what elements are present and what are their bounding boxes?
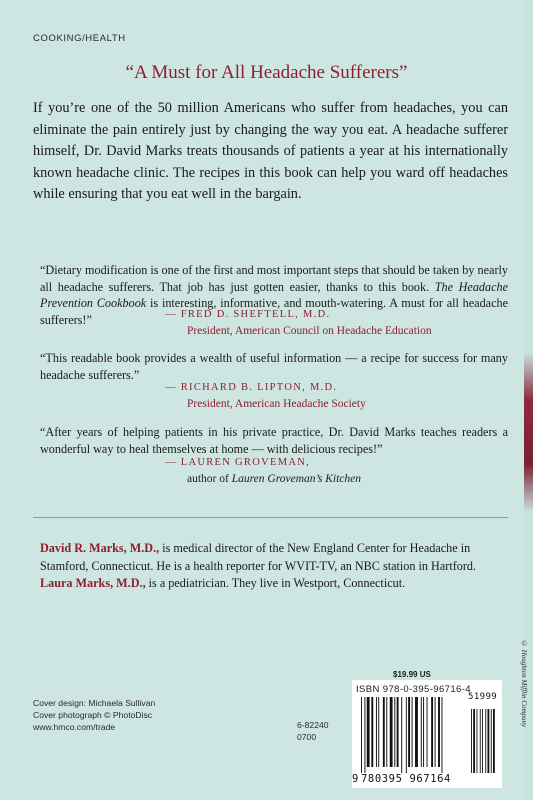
barcode-bar [421,697,422,767]
author-bio [40,540,510,593]
barcode-supplement-bar [482,709,483,773]
blurb-quote-1-text-after: is interesting, informative, and mouth-watering. A must for all headache sufferers!” [40,296,509,327]
intro-paragraph: If you’re one of the 50 million Americans who suffer from headaches, you can eliminate the pain entirely just by changing the way you eat. A headache sufferer himself, Dr. David Marks treats thousands of patients a year at his internationally known headache clinic. The recipes in this book can help you ward off headaches while ensuring that you eat well in the bargain. [33,100,508,202]
barcode-supplement-number: 51999 [468,692,498,702]
barcode-bar [371,697,373,767]
barcode-supplement-bar [485,709,486,773]
barcode-main-bars [361,697,442,773]
barcode-supplement-bar [471,709,472,773]
barcode-bar [442,697,443,773]
barcode-bar [397,697,399,767]
barcode-bar [364,697,365,773]
barcode-supplement-bar [480,709,481,773]
barcode-bar [423,697,424,767]
price-label: $19.99 US [393,670,431,679]
barcode-supplement-bar [473,709,475,773]
barcode-supplement-bar [491,709,492,773]
blurb-quote-2: “This readable book provides a wealth of useful information — a recipe for success for many headache sufferers.” [40,351,508,382]
barcode-bar [435,697,436,767]
barcode-bar [401,697,402,773]
blurb-attribution-2-title: President, American Headache Society [187,398,366,410]
blurb-attribution-1 [165,307,505,339]
barcode-bar [378,697,379,767]
copyright-notice: © Houghton Mifflin Company [520,640,528,728]
barcode-supplement-bar [488,709,490,773]
blurb-attribution-1-name: — FRED D. SHEFTELL, M.D. [165,309,331,320]
blurb-attribution-3-book-title: Lauren Groveman’s Kitchen [231,473,361,485]
blurb-attribution-3-name: — LAUREN GROVEMAN, [165,457,311,468]
barcode-box [352,680,502,788]
author-name-1: David R. Marks, M.D., [40,541,160,555]
category-label: COOKING/HEALTH [33,33,126,44]
barcode-bar [367,697,370,767]
blurb-attribution-3-title [187,471,505,487]
barcode-bar [383,697,385,767]
blurb-quote-1-book-title: The Headache Prevention Cookbook [40,279,509,310]
barcode-supplement-bar [477,709,478,773]
barcode-supplement-bars [471,709,495,773]
barcode-icon [355,697,499,775]
barcode-bar [412,697,413,767]
blurb-quote-1-text-before: “Dietary modification is one of the first and most important steps that should be taken by nearly all headache sufferers. That job has just gotten easier, thanks to this book. [40,263,508,294]
barcode-bar [406,697,407,773]
cover-photo-credit: Cover photograph © PhotoDisc [33,710,153,720]
blurb-attribution-2-name: — RICHARD B. LIPTON, M.D. [165,382,338,393]
blurb-attribution-1-title: President, American Council on Headache Education [187,325,432,337]
barcode-bar [376,697,377,767]
headline: “A Must for All Headache Sufferers” [125,62,408,83]
author-bio-text-1: is medical director of the New England Center for Headache in Stamford, Connecticut. He is a health reporter for WVIT-TV, an NBC station in Hartford. [40,541,477,573]
barcode-bar [415,697,418,767]
cover-credits [33,697,155,733]
barcode-bar [408,697,410,767]
author-name-2: Laura Marks, M.D., [40,576,146,590]
blurb-quote-3: “After years of helping patients in his private practice, Dr. David Marks teaches readers a wonderful way to heal themselves at home — with delicious recipes!” [40,425,508,456]
barcode-bar [438,697,440,767]
blurb-attribution-3 [165,455,505,487]
barcode-bar [386,697,387,767]
catalog-code-line-1: 6-82240 [297,720,329,730]
barcode-bar [394,697,395,767]
catalog-code-line-2: 0700 [297,732,317,742]
author-bio-text-2: is a pediatrician. They live in Westport, Connecticut. [145,576,406,590]
barcode-first-digit: 9 [352,773,359,785]
section-divider [33,517,508,518]
barcode-bar [361,697,362,773]
publisher-url: www.hmco.com/trade [33,722,116,732]
blurb-attribution-3-title-prefix: author of [187,473,232,485]
barcode-bar [431,697,433,767]
barcode-bar [427,697,428,767]
barcode-supplement-bar [493,709,495,773]
barcode-bar [390,697,393,767]
cover-design-credit: Cover design: Michaela Sullivan [33,698,156,708]
isbn-label: ISBN 978-0-395-96716-4 [356,684,471,695]
barcode-number: 780395 967164 [361,773,451,785]
catalog-code [297,719,329,743]
blurb-attribution-2 [165,380,505,412]
